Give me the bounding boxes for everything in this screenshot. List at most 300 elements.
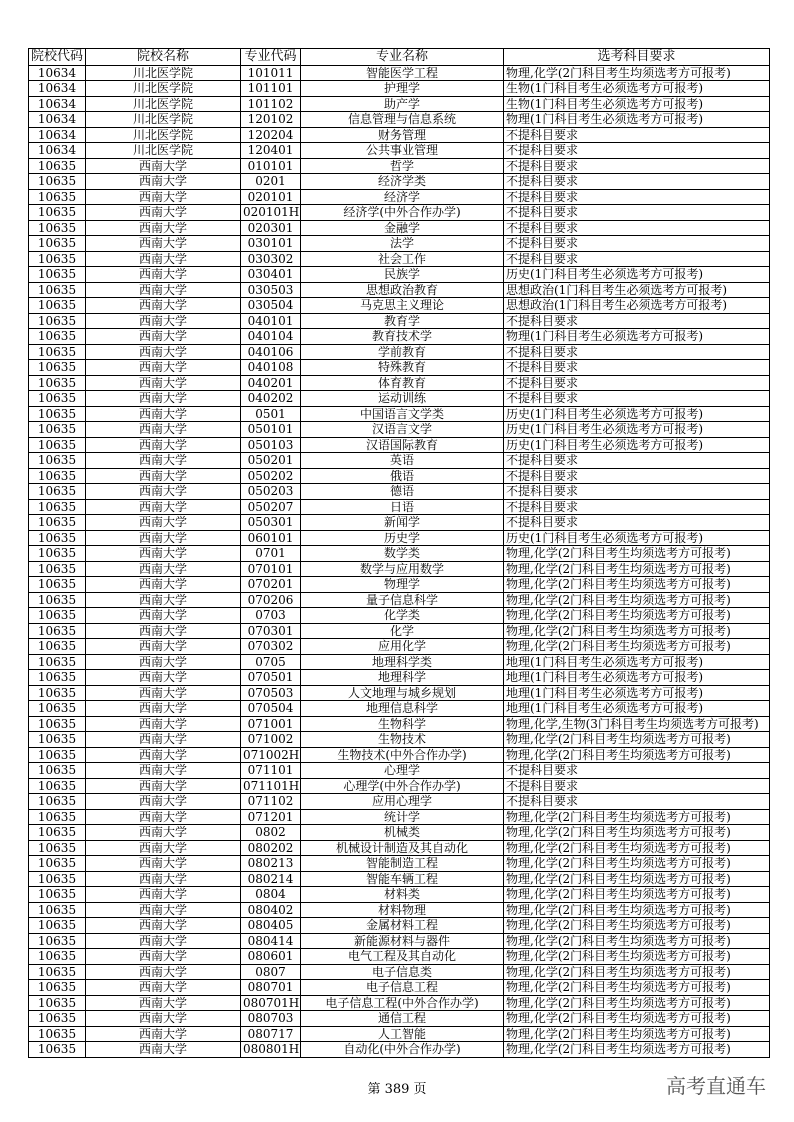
table-row [29, 639, 770, 655]
major-code-cell: 070101 [241, 561, 301, 577]
school-code-cell: 10635 [29, 964, 86, 980]
major-code-cell: 050201 [241, 453, 301, 469]
major-name-cell: 人文地理与城乡规划 [301, 685, 504, 701]
major-code-cell: 071002 [241, 732, 301, 748]
major-name-cell: 助产学 [301, 96, 504, 112]
school-code-cell: 10635 [29, 608, 86, 624]
table-row [29, 840, 770, 856]
requirement-cell: 物理,化学(2门科目考生均须选考方可报考) [504, 933, 770, 949]
school-name-cell: 西南大学 [86, 282, 241, 298]
table-row [29, 887, 770, 903]
requirement-cell: 物理,化学,生物(3门科目考生均须选考方可报考) [504, 716, 770, 732]
school-code-cell: 10635 [29, 422, 86, 438]
table-row [29, 701, 770, 717]
major-name-cell: 心理学(中外合作办学) [301, 778, 504, 794]
brand-watermark: 高考直通车 [666, 1074, 766, 1098]
table-row [29, 499, 770, 515]
major-name-cell: 马克思主义理论 [301, 298, 504, 314]
school-name-cell: 西南大学 [86, 422, 241, 438]
school-name-cell: 西南大学 [86, 778, 241, 794]
school-name-cell: 西南大学 [86, 809, 241, 825]
school-code-cell: 10635 [29, 360, 86, 376]
table-row [29, 375, 770, 391]
table-row [29, 313, 770, 329]
school-name-cell: 西南大学 [86, 437, 241, 453]
major-name-cell: 公共事业管理 [301, 143, 504, 159]
school-code-cell: 10635 [29, 701, 86, 717]
requirement-cell: 不提科目要求 [504, 158, 770, 174]
school-name-cell: 西南大学 [86, 205, 241, 221]
school-name-cell: 川北医学院 [86, 127, 241, 143]
school-name-cell: 西南大学 [86, 918, 241, 934]
major-name-cell: 地理科学 [301, 670, 504, 686]
table-row [29, 747, 770, 763]
table-row [29, 856, 770, 872]
requirement-cell: 不提科目要求 [504, 794, 770, 810]
school-name-cell: 西南大学 [86, 360, 241, 376]
school-code-cell: 10635 [29, 623, 86, 639]
requirement-cell: 历史(1门科目考生必须选考方可报考) [504, 530, 770, 546]
school-name-cell: 西南大学 [86, 964, 241, 980]
requirement-cell: 不提科目要求 [504, 143, 770, 159]
school-code-cell: 10635 [29, 592, 86, 608]
school-code-cell: 10635 [29, 313, 86, 329]
major-code-cell: 070503 [241, 685, 301, 701]
table-row [29, 732, 770, 748]
school-code-cell: 10635 [29, 205, 86, 221]
major-name-cell: 地理信息科学 [301, 701, 504, 717]
school-name-cell: 西南大学 [86, 236, 241, 252]
major-code-cell: 071101 [241, 763, 301, 779]
school-code-cell: 10635 [29, 406, 86, 422]
school-name-cell: 西南大学 [86, 1042, 241, 1058]
requirement-cell: 不提科目要求 [504, 391, 770, 407]
school-name-cell: 西南大学 [86, 267, 241, 283]
school-name-cell: 西南大学 [86, 499, 241, 515]
major-name-cell: 生物技术 [301, 732, 504, 748]
requirement-cell: 不提科目要求 [504, 205, 770, 221]
major-name-cell: 教育技术学 [301, 329, 504, 345]
table-row [29, 964, 770, 980]
school-name-cell: 川北医学院 [86, 112, 241, 128]
major-code-cell: 070206 [241, 592, 301, 608]
major-name-cell: 新能源材料与器件 [301, 933, 504, 949]
school-name-cell: 西南大学 [86, 592, 241, 608]
major-name-cell: 智能制造工程 [301, 856, 504, 872]
table-row [29, 577, 770, 593]
requirement-cell: 不提科目要求 [504, 251, 770, 267]
major-name-cell: 电气工程及其自动化 [301, 949, 504, 965]
major-name-cell: 德语 [301, 484, 504, 500]
school-name-cell: 西南大学 [86, 375, 241, 391]
school-code-cell: 10635 [29, 980, 86, 996]
requirement-cell: 思想政治(1门科目考生必须选考方可报考) [504, 282, 770, 298]
major-code-cell: 0701 [241, 546, 301, 562]
major-name-cell: 机械设计制造及其自动化 [301, 840, 504, 856]
school-code-cell: 10634 [29, 143, 86, 159]
major-name-cell: 电子信息类 [301, 964, 504, 980]
table-row [29, 608, 770, 624]
requirement-cell: 物理,化学(2门科目考生均须选考方可报考) [504, 887, 770, 903]
school-code-cell: 10635 [29, 561, 86, 577]
requirement-cell: 物理,化学(2门科目考生均须选考方可报考) [504, 561, 770, 577]
requirement-cell: 物理,化学(2门科目考生均须选考方可报考) [504, 732, 770, 748]
major-code-cell: 030302 [241, 251, 301, 267]
requirement-cell: 物理,化学(2门科目考生均须选考方可报考) [504, 902, 770, 918]
major-name-cell: 日语 [301, 499, 504, 515]
school-code-cell: 10635 [29, 949, 86, 965]
requirement-cell: 不提科目要求 [504, 344, 770, 360]
major-name-cell: 心理学 [301, 763, 504, 779]
major-code-cell: 010101 [241, 158, 301, 174]
school-code-cell: 10635 [29, 282, 86, 298]
table-row [29, 205, 770, 221]
major-name-cell: 数学与应用数学 [301, 561, 504, 577]
major-code-cell: 080405 [241, 918, 301, 934]
table-row [29, 949, 770, 965]
table-row [29, 1026, 770, 1042]
requirement-cell: 物理,化学(2门科目考生均须选考方可报考) [504, 1026, 770, 1042]
table-row [29, 96, 770, 112]
major-code-cell: 040201 [241, 375, 301, 391]
major-name-cell: 哲学 [301, 158, 504, 174]
school-name-cell: 西南大学 [86, 515, 241, 531]
table-row [29, 422, 770, 438]
major-name-cell: 思想政治教育 [301, 282, 504, 298]
school-name-cell: 西南大学 [86, 763, 241, 779]
major-name-cell: 化学 [301, 623, 504, 639]
major-name-cell: 汉语言文学 [301, 422, 504, 438]
major-code-cell: 071002H [241, 747, 301, 763]
header-school-name: 院校名称 [86, 49, 241, 66]
school-name-cell: 西南大学 [86, 856, 241, 872]
major-name-cell: 应用心理学 [301, 794, 504, 810]
school-code-cell: 10634 [29, 96, 86, 112]
major-code-cell: 101011 [241, 65, 301, 81]
school-code-cell: 10635 [29, 577, 86, 593]
requirement-cell: 不提科目要求 [504, 127, 770, 143]
school-name-cell: 西南大学 [86, 825, 241, 841]
school-code-cell: 10635 [29, 732, 86, 748]
requirement-cell: 不提科目要求 [504, 313, 770, 329]
school-code-cell: 10635 [29, 856, 86, 872]
requirement-cell: 物理,化学(2门科目考生均须选考方可报考) [504, 1011, 770, 1027]
major-code-cell: 050207 [241, 499, 301, 515]
school-code-cell: 10635 [29, 1042, 86, 1058]
major-name-cell: 材料物理 [301, 902, 504, 918]
major-name-cell: 智能车辆工程 [301, 871, 504, 887]
school-name-cell: 西南大学 [86, 484, 241, 500]
major-code-cell: 080703 [241, 1011, 301, 1027]
major-name-cell: 统计学 [301, 809, 504, 825]
requirement-cell: 物理(1门科目考生必须选考方可报考) [504, 112, 770, 128]
school-code-cell: 10635 [29, 251, 86, 267]
school-name-cell: 西南大学 [86, 747, 241, 763]
school-code-cell: 10635 [29, 267, 86, 283]
school-name-cell: 西南大学 [86, 716, 241, 732]
major-name-cell: 社会工作 [301, 251, 504, 267]
requirement-cell: 不提科目要求 [504, 499, 770, 515]
major-code-cell: 070501 [241, 670, 301, 686]
major-name-cell: 体育教育 [301, 375, 504, 391]
major-code-cell: 0807 [241, 964, 301, 980]
table-row [29, 918, 770, 934]
major-code-cell: 050202 [241, 468, 301, 484]
major-code-cell: 050103 [241, 437, 301, 453]
major-name-cell: 经济学 [301, 189, 504, 205]
table-row [29, 794, 770, 810]
table-row [29, 360, 770, 376]
major-name-cell: 自动化(中外合作办学) [301, 1042, 504, 1058]
major-code-cell: 020101 [241, 189, 301, 205]
requirement-cell: 物理,化学(2门科目考生均须选考方可报考) [504, 995, 770, 1011]
school-code-cell: 10634 [29, 65, 86, 81]
school-name-cell: 西南大学 [86, 995, 241, 1011]
school-name-cell: 西南大学 [86, 158, 241, 174]
major-code-cell: 040101 [241, 313, 301, 329]
requirement-cell: 不提科目要求 [504, 763, 770, 779]
major-code-cell: 101101 [241, 81, 301, 97]
major-name-cell: 汉语国际教育 [301, 437, 504, 453]
school-name-cell: 西南大学 [86, 840, 241, 856]
major-name-cell: 金属材料工程 [301, 918, 504, 934]
major-name-cell: 应用化学 [301, 639, 504, 655]
major-name-cell: 化学类 [301, 608, 504, 624]
requirement-cell: 物理,化学(2门科目考生均须选考方可报考) [504, 840, 770, 856]
major-name-cell: 财务管理 [301, 127, 504, 143]
school-code-cell: 10635 [29, 825, 86, 841]
school-name-cell: 西南大学 [86, 639, 241, 655]
table-row [29, 980, 770, 996]
school-name-cell: 川北医学院 [86, 96, 241, 112]
school-code-cell: 10635 [29, 453, 86, 469]
table-row [29, 546, 770, 562]
table-row [29, 871, 770, 887]
school-name-cell: 西南大学 [86, 530, 241, 546]
major-code-cell: 071201 [241, 809, 301, 825]
major-code-cell: 040106 [241, 344, 301, 360]
school-name-cell: 西南大学 [86, 468, 241, 484]
school-code-cell: 10635 [29, 437, 86, 453]
major-name-cell: 金融学 [301, 220, 504, 236]
major-name-cell: 俄语 [301, 468, 504, 484]
school-code-cell: 10635 [29, 902, 86, 918]
table-row [29, 1011, 770, 1027]
major-code-cell: 120204 [241, 127, 301, 143]
major-name-cell: 历史学 [301, 530, 504, 546]
major-code-cell: 040108 [241, 360, 301, 376]
major-name-cell: 人工智能 [301, 1026, 504, 1042]
school-name-cell: 西南大学 [86, 980, 241, 996]
major-code-cell: 0705 [241, 654, 301, 670]
requirement-cell: 物理(1门科目考生必须选考方可报考) [504, 329, 770, 345]
table-row [29, 282, 770, 298]
major-name-cell: 智能医学工程 [301, 65, 504, 81]
major-name-cell: 新闻学 [301, 515, 504, 531]
table-row [29, 825, 770, 841]
school-code-cell: 10635 [29, 468, 86, 484]
table-row [29, 809, 770, 825]
school-name-cell: 西南大学 [86, 577, 241, 593]
major-name-cell: 地理科学类 [301, 654, 504, 670]
school-name-cell: 西南大学 [86, 251, 241, 267]
school-code-cell: 10635 [29, 546, 86, 562]
table-row [29, 112, 770, 128]
requirement-cell: 物理,化学(2门科目考生均须选考方可报考) [504, 980, 770, 996]
school-name-cell: 西南大学 [86, 561, 241, 577]
school-name-cell: 西南大学 [86, 608, 241, 624]
requirement-cell: 物理,化学(2门科目考生均须选考方可报考) [504, 608, 770, 624]
school-name-cell: 川北医学院 [86, 143, 241, 159]
requirement-cell: 物理,化学(2门科目考生均须选考方可报考) [504, 1042, 770, 1058]
major-code-cell: 020301 [241, 220, 301, 236]
school-code-cell: 10635 [29, 236, 86, 252]
school-code-cell: 10635 [29, 220, 86, 236]
major-code-cell: 0703 [241, 608, 301, 624]
school-code-cell: 10635 [29, 375, 86, 391]
major-code-cell: 0804 [241, 887, 301, 903]
requirement-cell: 物理,化学(2门科目考生均须选考方可报考) [504, 623, 770, 639]
requirement-cell: 不提科目要求 [504, 220, 770, 236]
major-code-cell: 080214 [241, 871, 301, 887]
school-name-cell: 西南大学 [86, 902, 241, 918]
major-name-cell: 经济学类 [301, 174, 504, 190]
major-code-cell: 040202 [241, 391, 301, 407]
school-name-cell: 西南大学 [86, 174, 241, 190]
major-name-cell: 生物技术(中外合作办学) [301, 747, 504, 763]
table-row [29, 1042, 770, 1058]
major-code-cell: 080701H [241, 995, 301, 1011]
requirements-table [28, 48, 770, 1058]
school-code-cell: 10635 [29, 778, 86, 794]
requirement-cell: 不提科目要求 [504, 453, 770, 469]
major-code-cell: 020101H [241, 205, 301, 221]
major-code-cell: 050203 [241, 484, 301, 500]
school-code-cell: 10635 [29, 515, 86, 531]
major-name-cell: 护理学 [301, 81, 504, 97]
school-name-cell: 西南大学 [86, 701, 241, 717]
major-code-cell: 080717 [241, 1026, 301, 1042]
requirement-cell: 不提科目要求 [504, 236, 770, 252]
requirement-cell: 不提科目要求 [504, 360, 770, 376]
school-code-cell: 10635 [29, 484, 86, 500]
table-row [29, 298, 770, 314]
school-code-cell: 10635 [29, 670, 86, 686]
school-code-cell: 10635 [29, 158, 86, 174]
requirement-cell: 不提科目要求 [504, 174, 770, 190]
table-row [29, 763, 770, 779]
school-code-cell: 10634 [29, 81, 86, 97]
table-row [29, 592, 770, 608]
major-name-cell: 法学 [301, 236, 504, 252]
table-row [29, 344, 770, 360]
school-name-cell: 西南大学 [86, 1011, 241, 1027]
major-name-cell: 量子信息科学 [301, 592, 504, 608]
table-row [29, 685, 770, 701]
requirement-cell: 不提科目要求 [504, 778, 770, 794]
requirement-cell: 不提科目要求 [504, 515, 770, 531]
school-code-cell: 10635 [29, 685, 86, 701]
school-name-cell: 西南大学 [86, 794, 241, 810]
table-row [29, 174, 770, 190]
requirement-cell: 物理,化学(2门科目考生均须选考方可报考) [504, 964, 770, 980]
major-code-cell: 060101 [241, 530, 301, 546]
table-row [29, 329, 770, 345]
school-code-cell: 10635 [29, 298, 86, 314]
school-code-cell: 10635 [29, 329, 86, 345]
major-name-cell: 英语 [301, 453, 504, 469]
major-name-cell: 运动训练 [301, 391, 504, 407]
major-name-cell: 机械类 [301, 825, 504, 841]
school-name-cell: 西南大学 [86, 391, 241, 407]
table-row [29, 716, 770, 732]
school-name-cell: 西南大学 [86, 189, 241, 205]
requirement-cell: 历史(1门科目考生必须选考方可报考) [504, 406, 770, 422]
major-code-cell: 080601 [241, 949, 301, 965]
major-name-cell: 物理学 [301, 577, 504, 593]
school-code-cell: 10635 [29, 1011, 86, 1027]
table-row [29, 267, 770, 283]
school-code-cell: 10635 [29, 809, 86, 825]
requirement-cell: 生物(1门科目考生必须选考方可报考) [504, 81, 770, 97]
school-name-cell: 川北医学院 [86, 65, 241, 81]
major-name-cell: 经济学(中外合作办学) [301, 205, 504, 221]
table-row [29, 484, 770, 500]
requirement-cell: 不提科目要求 [504, 189, 770, 205]
requirement-cell: 物理,化学(2门科目考生均须选考方可报考) [504, 65, 770, 81]
school-code-cell: 10635 [29, 639, 86, 655]
major-code-cell: 070504 [241, 701, 301, 717]
table-row [29, 453, 770, 469]
page-number: 第 389 页 [367, 1082, 427, 1097]
major-name-cell: 民族学 [301, 267, 504, 283]
school-code-cell: 10635 [29, 933, 86, 949]
requirement-cell: 生物(1门科目考生必须选考方可报考) [504, 96, 770, 112]
school-code-cell: 10635 [29, 995, 86, 1011]
major-code-cell: 050101 [241, 422, 301, 438]
school-code-cell: 10635 [29, 530, 86, 546]
requirement-cell: 不提科目要求 [504, 375, 770, 391]
school-code-cell: 10635 [29, 1026, 86, 1042]
table-row [29, 127, 770, 143]
requirement-cell: 物理,化学(2门科目考生均须选考方可报考) [504, 856, 770, 872]
requirement-cell: 历史(1门科目考生必须选考方可报考) [504, 422, 770, 438]
table-row [29, 933, 770, 949]
table-row [29, 515, 770, 531]
school-code-cell: 10635 [29, 654, 86, 670]
table-body [29, 65, 770, 1057]
school-code-cell: 10634 [29, 112, 86, 128]
school-code-cell: 10635 [29, 794, 86, 810]
school-code-cell: 10635 [29, 918, 86, 934]
school-name-cell: 西南大学 [86, 298, 241, 314]
major-code-cell: 040104 [241, 329, 301, 345]
school-code-cell: 10635 [29, 887, 86, 903]
table-row [29, 143, 770, 159]
school-code-cell: 10635 [29, 499, 86, 515]
table-row [29, 623, 770, 639]
requirement-cell: 物理,化学(2门科目考生均须选考方可报考) [504, 592, 770, 608]
major-name-cell: 生物科学 [301, 716, 504, 732]
major-code-cell: 0501 [241, 406, 301, 422]
school-code-cell: 10635 [29, 763, 86, 779]
requirement-cell: 物理,化学(2门科目考生均须选考方可报考) [504, 747, 770, 763]
school-code-cell: 10635 [29, 716, 86, 732]
table-row [29, 220, 770, 236]
major-name-cell: 数学类 [301, 546, 504, 562]
school-name-cell: 西南大学 [86, 313, 241, 329]
major-code-cell: 030101 [241, 236, 301, 252]
